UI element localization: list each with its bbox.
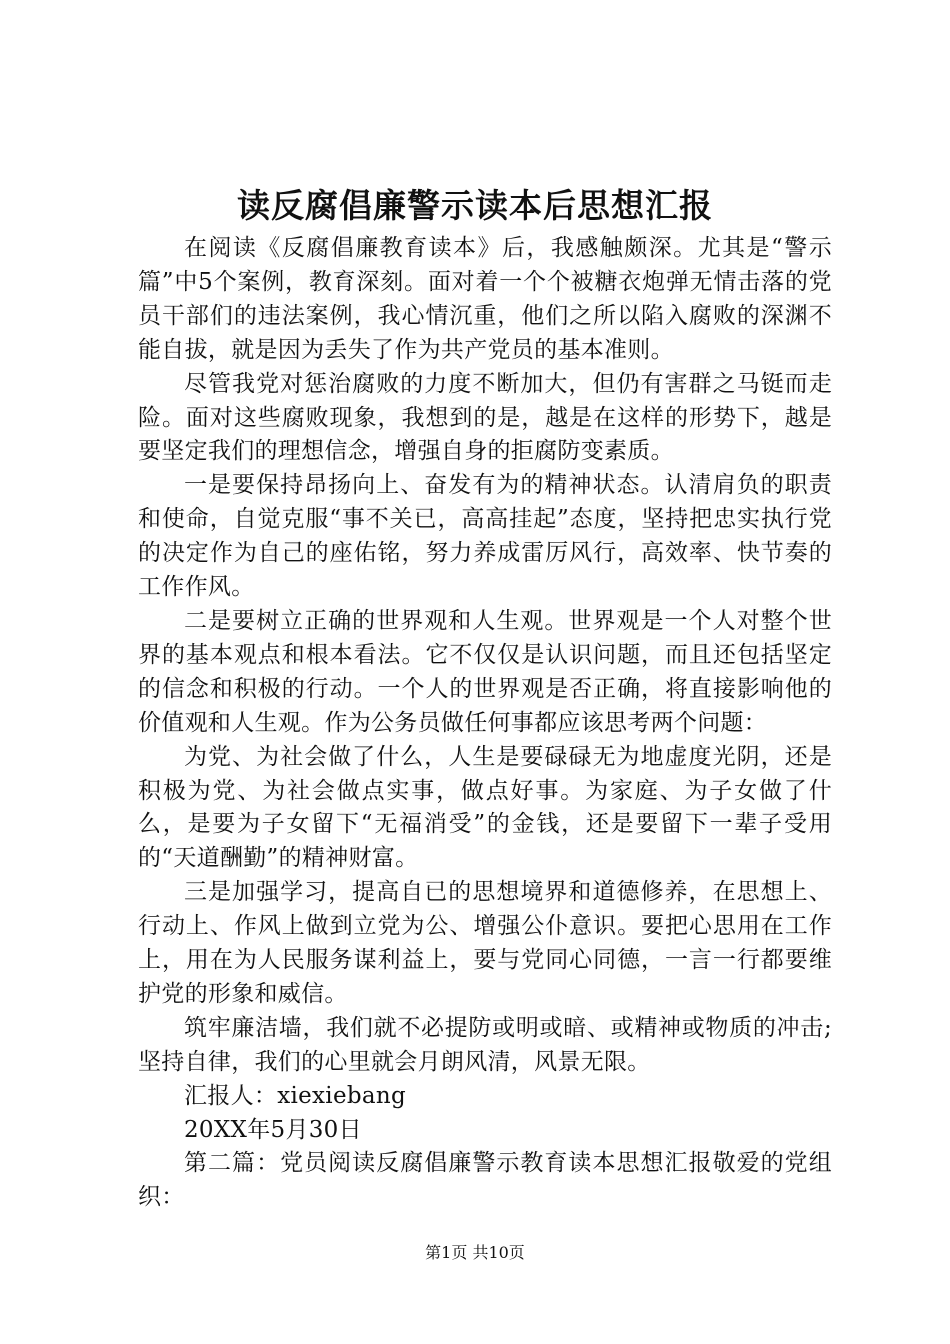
paragraph-point-one: 一是要保持昂扬向上、奋发有为的精神状态。认清肩负的职责和使命，自觉克服“事不关已，高高挂起”态度，坚持把忠实执行党的决定作为自己的座佑铭，努力养成雷厉风行，高效率、快节奏的工作作风。 xyxy=(138,472,832,601)
paragraph-resolve: 尽管我党对惩治腐败的力度不断加大，但仍有害群之马铤而走险。面对这些腐败现象，我想到的是，越是在这样的形势下，越是要坚定我们的理想信念，增强自身的拒腐防变素质。 xyxy=(138,370,832,465)
date-line: 20XX年5月30日 xyxy=(184,1116,362,1143)
paragraph-conclusion: 筑牢廉洁墙，我们就不必提防或明或暗、或精神或物质的冲击;坚持自律，我们的心里就会月朗风清，风景无限。 xyxy=(138,1014,832,1075)
paragraph-questions: 为党、为社会做了什么，人生是要碌碌无为地虚度光阴，还是积极为党、为社会做点实事，做点好事。为家庭、为子女做了什么，是要为子女留下“无福消受”的金钱，还是要留下一辈子受用的“天道酬勤”的精神财富。 xyxy=(138,743,832,872)
paragraph-point-three: 三是加强学习，提高自已的思想境界和道德修养，在思想上、行动上、作风上做到立党为公、增强公仆意识。要把心思用在工作上，用在为人民服务谋利益上，要与党同心同德，一言一行都要维护党的形象和威信。 xyxy=(138,879,832,1007)
page-footer: 第1页 共10页 xyxy=(425,1243,525,1262)
document-body xyxy=(138,232,832,1215)
paragraph-intro: 在阅读《反腐倡廉教育读本》后，我感触颇深。尤其是“警示篇”中5个案例，教育深刻。面对着一个个被糖衣炮弹无情击落的党员干部们的违法案例，我心情沉重，他们之所以陷入腐败的深渊不能自拔，就是因为丢失了作为共产党员的基本准则。 xyxy=(138,235,832,363)
paragraph-point-two: 二是要树立正确的世界观和人生观。世界观是一个人对整个世界的基本观点和根本看法。它不仅仅是认识问题，而且还包括坚定的信念和积极的行动。一个人的世界观是否正确，将直接影响他的价值观和人生观。作为公务员做任何事都应该思考两个问题： xyxy=(138,607,832,736)
document-title: 读反腐倡廉警示读本后思想汇报 xyxy=(237,186,713,225)
reporter-line: 汇报人：xiexiebang xyxy=(184,1082,407,1109)
second-article-heading: 第二篇：党员阅读反腐倡廉警示教育读本思想汇报敬爱的党组织： xyxy=(138,1150,832,1211)
